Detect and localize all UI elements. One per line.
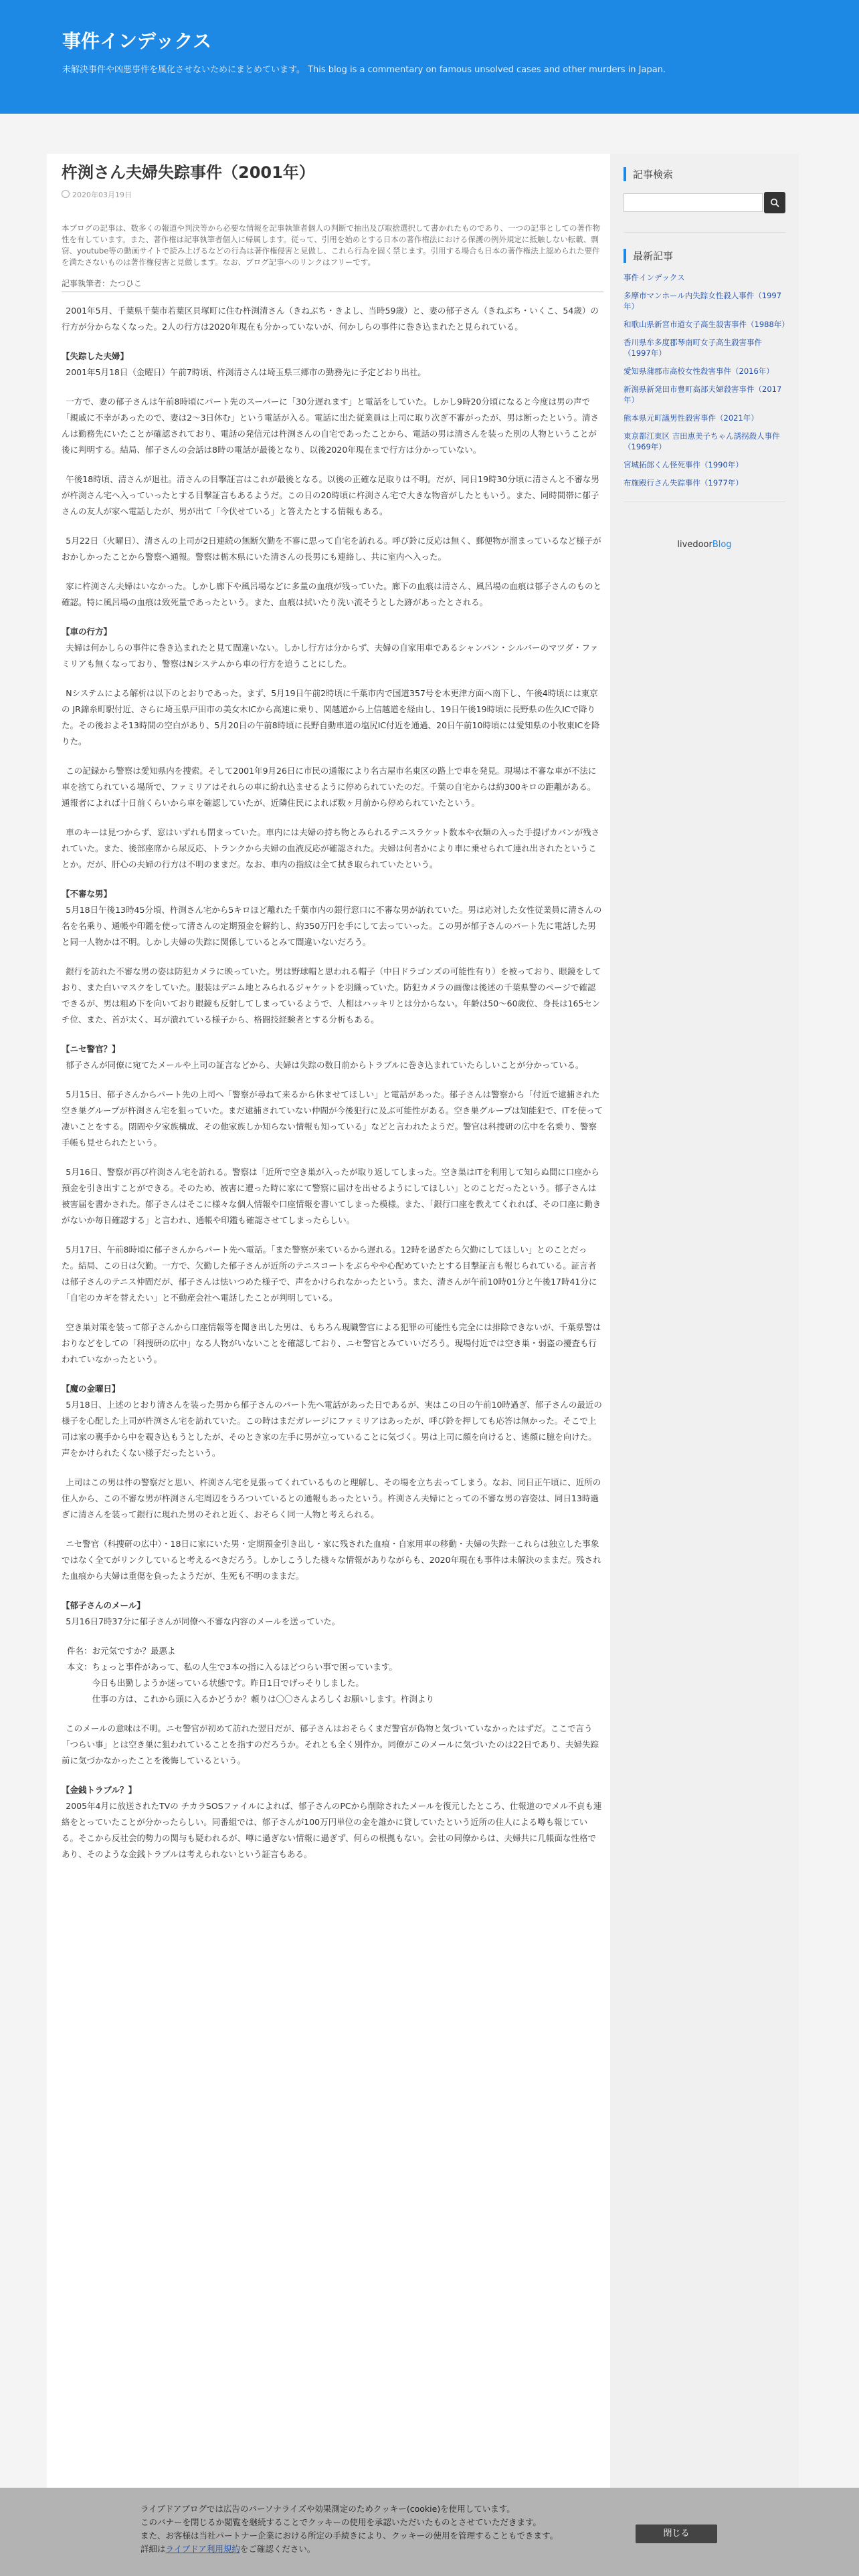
search-input[interactable] — [624, 193, 763, 212]
recent-post-link[interactable]: 和歌山県新宮市道女子高生殺害事件（1988年） — [624, 320, 789, 329]
recent-post-link[interactable]: 東京都江東区 吉田恵美子ちゃん誘拐殺人事件（1969年） — [624, 431, 780, 451]
cookie-line: また、お客様は当社パートナー企業における所定の手続きにより、クッキーの使用を管理することもできます。 — [140, 2531, 559, 2541]
article — [62, 154, 603, 1876]
paragraph: 2005年4月に放送されたTVの チカラSOSファイルによれば、郁子さんのPCから削除されたメールを復元したところ、仕報道のでメル不貞も連絡をとっていたことが分かったらしい。同番組では、郁子さんが100万円単位の金を誰かに貸していたという近所の住人による噂も報じている。そこから反社会的勢力の関与も疑われるが、噂に過ぎない情報に過ぎず、何らの根拠もない。会社の同僚からは、夫婦共に几帳面な性格であり、そのような金銭トラブルは考えられないという証言もある。 — [62, 1801, 602, 1859]
site-description: 未解決事件や凶悪事件を風化させないためにまとめています。 This blog is a commentary on famous unsolved cases and other murders in Japan. — [62, 65, 666, 75]
email-line: 件名：お元気ですか？最悪よ — [67, 1646, 176, 1656]
paragraph: この記録から警察は愛知県内を捜索。そして2001年9月26日に市民の通報により名古屋市名東区の路上で車を発見。現場は不審な車が不法に車を捨てられている場所で、ファミリアはそれらの車に紛れ込ませるように停められていたのだ。千葉の自宅からは約300キロの距離がある。通報者によれば十日前くらいから車を確認していたが、近隣住民によれば数ヶ月前から停められていたという。 — [62, 766, 597, 808]
cookie-post: をご確認ください。 — [240, 2544, 316, 2554]
paragraph: 車のキーは見つからず、窓はいずれも閉まっていた。車内には夫婦の持ち物とみられるテニスラケット数本や衣類の入った手提げカバンが残されていた。また、後部座席から尿反応、トランクから夫婦の血液反応が確認された。夫婦は何者かにより車に乗せられて連れ出されたということか。だが、肝心の夫婦の行方は不明のままだ。なお、車内の指紋は全て拭き取られていたという。 — [62, 827, 600, 869]
paragraph: 5月18日午後13時45分頃、杵渕さん宅から5キロほど離れた千葉市内の銀行窓口に不審な男が訪れていた。男は応対した女性従業員に清さんの名を名乗り、通帳や印鑑を使って清さんの定期預金を解約し、約350万円を手にして去っていった。この男が郁子さんのパート先に電話した男と同一人物かは不明。しかし夫婦の失踪に関係しているとみて間違いないだろう。 — [62, 905, 602, 947]
recent-post-link[interactable]: 多摩市マンホール内失踪女性殺人事件（1997年） — [624, 291, 782, 311]
section-heading: 【金銭トラブル？】 — [62, 1785, 137, 1795]
email-line: 本文：ちょっと事件があって、私の人生で3本の指に入るほどつらい事で困っています。 — [67, 1662, 397, 1672]
paragraph: 午後18時頃、清さんが退社。清さんの目撃証言はこれが最後となる。以後の正確な足取りは不明。だが、同日19時30分頃に清さんと不審な男が杵渕さん宅へ入っていったとする目撃証言もあるようだ。この日の20時頃に杵渕さん宅で大きな物音がしたともいう。また、同時間帯に郁子さんの友人が家へ電話したが、男が出て「今伏せている」と答えたとする情報もある。 — [62, 474, 599, 516]
paragraph: 夫婦は何かしらの事件に巻き込まれたと見て間違いない。しかし行方は分からず、夫婦の自家用車であるシャンパン・シルバーのマツダ・ファミリアも無くなっており、警察はNシステムから車の行方を追うことにした。 — [62, 643, 599, 669]
section-heading: 【ニセ警官？】 — [62, 1044, 120, 1054]
section-heading: 【不審な男】 — [62, 889, 112, 899]
livedoor-blog-logo[interactable] — [624, 540, 785, 550]
cookie-close-button[interactable]: 閉じる — [636, 2525, 717, 2543]
cookie-line: ライブドアブログでは広告のパーソナライズや効果測定のためクッキー(cookie)を使用しています。 — [140, 2504, 515, 2514]
section-heading: 【郁子さんのメール】 — [62, 1600, 145, 1610]
sidebar — [610, 154, 799, 2501]
recent-post-link[interactable]: 宮城拓郎くん怪死事件（1990年） — [624, 460, 743, 469]
search-icon — [770, 198, 779, 207]
site-header — [0, 0, 859, 114]
paragraph: 5月22日（火曜日）、清さんの上司が2日連続の無断欠勤を不審に思って自宅を訪れる。呼び鈴に反応は無く、郵便物が溜まっているなど様子がおかしかったことから警察へ通報。警察は栃木県にいた清さんの長男にも連絡し、共に室内へ入った。 — [62, 536, 601, 562]
post-title[interactable]: 杵渕さん夫婦失踪事件（2001年） — [62, 163, 315, 182]
clock-icon — [62, 190, 70, 198]
section-heading: 【失踪した夫婦】 — [62, 351, 129, 361]
cookie-banner — [0, 2488, 859, 2576]
cookie-line — [140, 2543, 649, 2556]
paragraph: 5月16日、警察が再び杵渕さん宅を訪れる。警察は「近所で空き巣が入ったが取り返してしまった。空き巣はITを利用して知らぬ間に口座から預金を引き出すことができる。そのため、被害に遭った時に家にて警察に届けを出せるようにしてほしい」とのことだったという。郁子さんは被害届を書かされた。郁子さんはそこに様々な個人情報や口座情報を書いてしまった模様。また、「銀行口座を教えてくれれば、その口座に動きがないか毎日確認する」と言われ、通帳や印鑑も確認させてしまったらしい。 — [62, 1167, 601, 1225]
search-button[interactable] — [764, 192, 785, 213]
paragraph: 5月16日7時37分に郁子さんが同僚へ不審な内容のメールを送っていた。 — [66, 1616, 341, 1626]
cookie-text — [140, 2502, 649, 2556]
paragraph: 家に杵渕さん夫婦はいなかった。しかし廊下や風呂場などに多量の血痕が残っていた。廊下の血痕は清さん、風呂場の血痕は郁子さんのものと確認。特に風呂場の血痕は致死量であったという。また、血痕は拭いたり洗い流そうとした跡があったとされる。 — [62, 581, 602, 607]
email-line: 仕事の方は、これから頭に入るかどうか？頼りは〇〇さんよろしくお願いします。杵渕より — [67, 1694, 435, 1704]
paragraph: 5月18日、上述のとおり清さんを装った男から郁子さんのパート先へ電話があった日であるが、実はこの日の午前10時過ぎ、郁子さんの最近の様子を心配した上司が杵渕さん宅を訪れていた。この時はまだガレージにファミリアはあったが、呼び鈴を押しても応答は無かった。そこで上司は家の裏手から中を覗き込もうとしたが、そのとき家の左手に男が立っていることに気づく。男は上司に顔を向けると、逃顔に臆を向けた。声をかけられたくない様子だったという。 — [62, 1400, 602, 1458]
recent-heading: 最新記事 — [624, 249, 785, 263]
search-heading: 記事検索 — [624, 167, 785, 181]
post-date — [62, 189, 603, 200]
post-body — [62, 303, 603, 1862]
terms-link[interactable]: ライブドア利用規約 — [165, 2544, 240, 2554]
email-line: 今日も出勤しようか迷っている状態です。昨日1日でげっそりしました。 — [67, 1678, 364, 1688]
recent-post-link[interactable]: 事件インデックス — [624, 273, 685, 282]
copyright-notice: 本ブログの記事は、数多くの報道や判決等から必要な情報を記事執筆者個人の判断で抽出及び取捨選択して書かれたものであり、一つの記事としての著作物性を有しています。また、著作権は記事執筆者個人に帰属します。従って、引用を始めとする日本の著作権法における保護の例外規定に抵触しない転載、剽窃、youtube等の動画サイトで読み上げるなどの行為は著作権侵害と見做し、これら行為を固く禁じます。引用する場合も日本の著作権法上認められた要件を満たさないものは著作権侵害と見做します。なお、ブログ記事へのリンクはフリーです。 — [62, 223, 600, 267]
recent-post-link[interactable]: 布施殿行さん失踪事件（1977年） — [624, 478, 743, 488]
recent-post-link[interactable]: 新潟県新発田市豊町高部夫婦殺害事件（2017年） — [624, 385, 782, 405]
paragraph: ニセ警官（科捜研の広中）・18日に家にいた男・定期預金引き出し・家に残された血痕・自家用車の移動・夫婦の失踪一これらは独立した事象ではなく全てがリンクしていると考えるべきだろう。しかしこうした様々な情報がありながらも、2020年現在も事件は未解決のままだ。残された血痕から夫婦は重傷を負ったようだが、生死も不明のままだ。 — [62, 1539, 601, 1581]
search-box — [624, 193, 785, 213]
paragraph: 5月15日、郁子さんからパート先の上司へ「警察が尋ねて来るから休ませてほしい」と電話があった。郁子さんは警察から「付近で逮捕された空き巣グループが杵渕さん宅を狙っていた。まだ逮捕されていない仲間が今後犯行に及ぶ可能性がある。空き巣グループは知能犯で、ITを使って凄いことをする。閉間や夕家族構成、その他家族しか知らない情報も知っている」などと言われたようだ。警官は科捜研の広中を名乗り、警察手帳も見せられたという。 — [62, 1089, 603, 1148]
paragraph: 2001年5月18日（金曜日）午前7時頃、杵渕清さんは埼玉県三郷市の勤務先に予定どおり出社。 — [66, 367, 426, 377]
site-title[interactable]: 事件インデックス — [62, 30, 212, 52]
cookie-pre: 詳細は — [140, 2544, 166, 2554]
paragraph: このメールの意味は不明。ニセ警官が初めて訪れた翌日だが、郁子さんはおそらくまだ警官が偽物と気づいていなかったはずだ。ここで言う「つらい事」とは空き巣に狙われていることを指すのだろうか。それとも全く別件か。同僚がこのメールに気づいたのは22日であり、夫婦失踪前に気づかなかったことを後悔しているという。 — [62, 1723, 599, 1765]
divider — [624, 232, 785, 233]
section-heading: 【魔の金曜日】 — [62, 1384, 120, 1394]
paragraph: 5月17日、午前8時頃に郁子さんからパート先へ電話。「また警察が来ているから遅れる。12時を過ぎたら欠勤にしてほしい」とのことだった。結局、この日は欠勤。一方で、欠勤した郁子さんが近所のテニスコートをぶらやや心配めていたとする目撃証言も報じられている。証言者は郁子さんのテニス仲間だが、郁子さんは怯いつめた様子で、声をかけられなかったという。また、清さんが午前10時01分と午後17時41分に「自宅のカギを替えたい」と不動産会社へ電話したことが判明している。 — [62, 1245, 597, 1303]
section-heading: 【車の行方】 — [62, 627, 112, 637]
paragraph: 上司はこの男は件の警察だと思い、杵渕さん宅を見張ってくれているものと理解し、その場を立ち去ってしまう。なお、同日正午頃に、近所の住人から、この不審な男が杵渕さん宅周辺をうろついているとの通報もあったという。杵渕さん夫婦にとっての不審な男の容姿は、同日13時過ぎに清さんを装って銀行に現れた男のそれと近く、おそらく同一人物と考えられる。 — [62, 1477, 601, 1519]
paragraph: 空き巣対策を装って郁子さんから口座情報等を聞き出した男は、もちろん現職警官による犯罪の可能性も完全には排除できないが、千葉県警はおりなどをしての「科捜研の広中」なる人物がいないことを確認しており、ニセ警官とみていいだろう。現場付近では空き巣・弱盗の擾査も行われていなかったという。 — [62, 1322, 601, 1364]
cookie-line: このバナーを閉じるか閲覧を継続することでクッキーの使用を承認いただいたものとさせていただきます。 — [140, 2517, 542, 2527]
post-date-text: 2020年03月19日 — [72, 191, 132, 199]
livedoor-text: livedoor — [677, 540, 712, 550]
recent-post-link[interactable]: 熊本県元町議男性殺害事件（2021年） — [624, 413, 759, 423]
paragraph: 郁子さんが同僚に宛てたメールや上司の証言などから、夫婦は失踪の数日前からトラブルに巻き込まれていたらしいことが分かっている。 — [66, 1060, 584, 1070]
blog-text: Blog — [712, 540, 732, 550]
paragraph: 一方で、妻の郁子さんは午前8時頃にパート先のスーパーに「30分遅れます」と電話をしていた。しかし9時20分頃になると今度は男の声で「親戚に不幸があったので、妻は2〜3日休む」という電話が入る。電話に出た従業員は上司に取り次ぎ不審がったが、男は断ったという。清さんは勤務先にいたことが確認されており、電話の発信元は杵渕さんの自宅であったことから、電話の男は清さんを装った別の人物ということが後に判明する。結局、郁子さんの会話は8時の電話が最後となり、以後2020年現在まで行方は分かっていない。 — [62, 397, 599, 455]
content-wrapper — [47, 154, 799, 2508]
post-author: 記事執筆者：たつひこ — [62, 278, 603, 292]
recent-post-link[interactable]: 香川県牟多度郡琴南町女子高生殺害事件（1997年） — [624, 338, 762, 358]
recent-post-link[interactable]: 愛知県蒲郡市高校女性殺害事件（2016年） — [624, 366, 774, 376]
paragraph: Nシステムによる解析は以下のとおりであった。まず、5月19日午前2時頃に千葉市内で国道357号を木更津方面へ南下し、午後4時頃には東京の JR錦糸町駅付近、さらに埼玉県戸田市の美女木ICから高速に乗り、関越道から上信越道を経由し、19日午後19時頃に長野県の佐久ICで降りた。その後およそ13時間の空白があり、5月20日の午前8時頃に長野自動車道の塩尻IC付近を通過、20日午前10時頃には愛知県の小牧東ICを降りた。 — [62, 688, 600, 746]
recent-posts-list — [624, 272, 789, 488]
paragraph: 銀行を訪れた不審な男の姿は防犯カメラに映っていた。男は野球帽と思われる帽子（中日ドラゴンズの可能性有り）を被っており、眼鏡をしており、また白いマスクをしていた。服装はデニム地とみられるジャケットを羽織っていた。防犯カメラの画像は後述の千葉県警のページで確認できるが、男は粗め下を向いており眼鏡も反射してしまっているようで、人相はハッキリとは分からない。年齢は50〜60歳位、身長は165センチ位、また、首が太く、耳が潰れている様子から、格闘技経験者とする分析もある。 — [62, 966, 601, 1025]
paragraph: 2001年5月、千葉県千葉市若葉区貝塚町に住む杵渕清さん（きねぶち・きよし、当時59歳）と、妻の郁子さん（きねぶち・いくこ、54歳）の行方が分からなくなった。2人の行方は2020年現在も分かっていないが、何かしらの事件に巻き込まれたと見られている。 — [62, 306, 599, 332]
